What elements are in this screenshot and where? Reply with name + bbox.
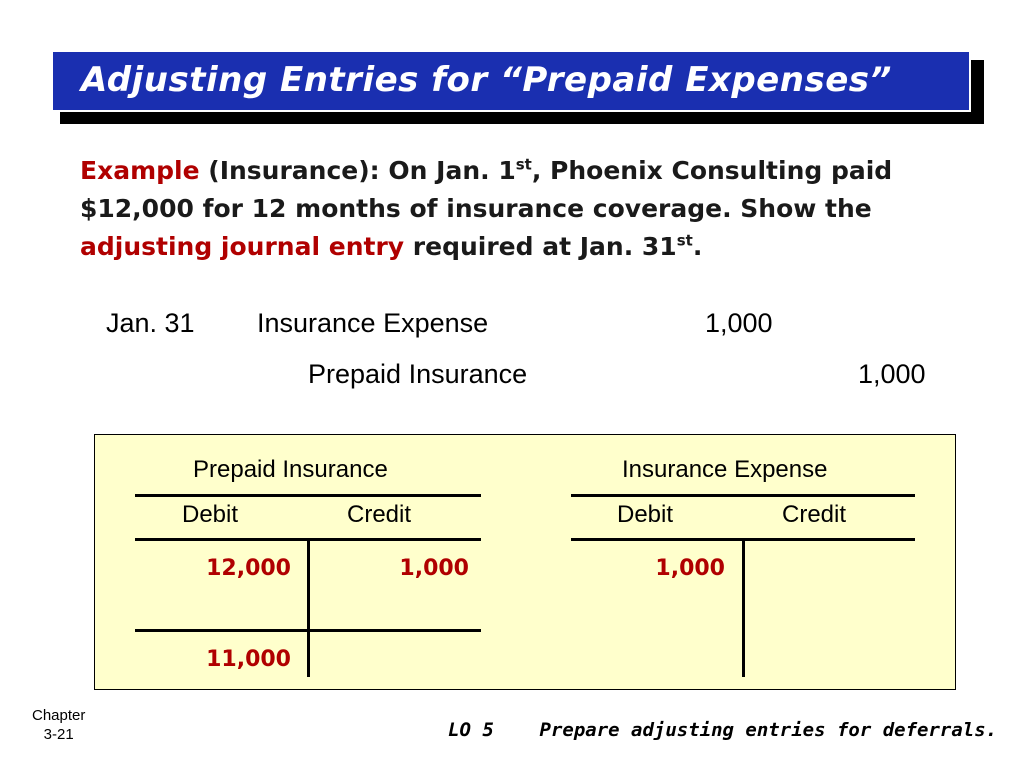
example-highlight: adjusting journal entry	[80, 232, 405, 261]
t-account-expense-credit-header: Credit	[782, 501, 847, 528]
t-account-expense-debit-header: Debit	[617, 501, 674, 528]
je-date: Jan. 31	[106, 308, 195, 338]
t-account-prepaid-credit-entry: 1,000	[399, 556, 469, 581]
example-label: Example	[80, 156, 200, 185]
t-account-prepaid-top-line	[135, 494, 481, 497]
chapter-label	[32, 706, 85, 744]
t-account-prepaid-insurance-title: Prepaid Insurance	[193, 456, 388, 483]
je-debit-amount: 1,000	[705, 308, 773, 338]
t-account-prepaid-balance: 11,000	[206, 647, 291, 672]
t-account-expense-top-line	[571, 494, 915, 497]
t-account-expense-debit-entry: 1,000	[655, 556, 725, 581]
t-account-insurance-expense-title: Insurance Expense	[622, 456, 828, 483]
title-banner	[51, 50, 971, 112]
t-account-prepaid-debit-entry: 12,000	[206, 556, 291, 581]
je-credit-account: Prepaid Insurance	[308, 359, 528, 389]
t-account-prepaid-divider	[307, 538, 310, 677]
t-accounts-panel	[94, 434, 956, 690]
t-account-prepaid-debit-header: Debit	[182, 501, 239, 528]
example-qualifier: (Insurance):	[208, 156, 380, 185]
t-account-prepaid-credit-header: Credit	[347, 501, 412, 528]
chapter-number: 3-21	[43, 726, 74, 743]
chapter-text: Chapter	[32, 707, 86, 724]
t-account-prepaid-balance-line	[135, 629, 481, 632]
learning-objective-text: Prepare adjusting entries for deferrals.	[539, 719, 998, 741]
je-debit-account: Insurance Expense	[257, 308, 489, 338]
t-account-expense-divider	[742, 538, 745, 677]
learning-objective-footer	[448, 719, 997, 741]
example-paragraph	[80, 152, 980, 266]
slide-title: Adjusting Entries for “Prepaid Expenses”	[81, 60, 892, 100]
example-text: On Jan. 1st, Phoenix Consulting paid $12,000 for 12 months of insurance coverage. Show the adjusting journal entry required at Jan. 31st.	[80, 155, 893, 261]
learning-objective-code: LO 5	[448, 719, 494, 741]
je-credit-amount: 1,000	[858, 359, 926, 389]
